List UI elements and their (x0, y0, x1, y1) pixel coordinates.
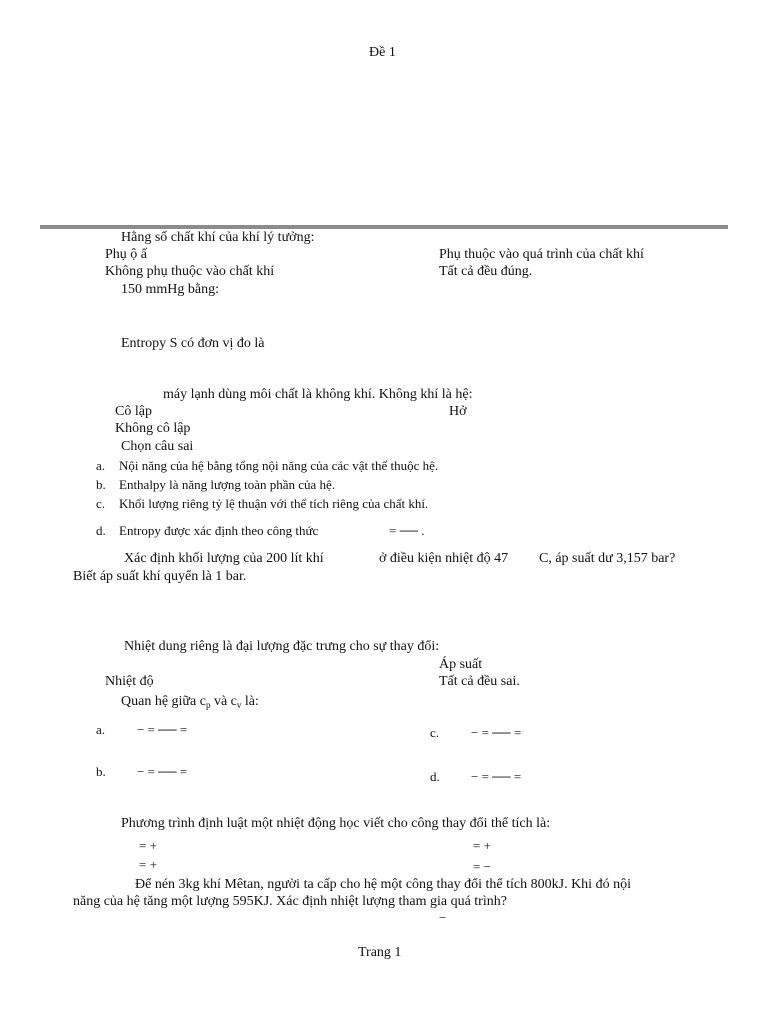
question-stem: Phương trình định luật một nhiệt động học viết cho công thay đổi thể tích là: (121, 816, 551, 831)
question-stem: máy lạnh dùng môi chất là không khí. Không khí là hệ: (163, 387, 473, 402)
option-c: Nhiệt độ (105, 674, 154, 689)
formula: − = ── = (471, 769, 522, 784)
option-marker: b. (96, 477, 106, 492)
formula: − = ── = (137, 722, 188, 737)
page-footer: Trang 1 (358, 945, 402, 960)
option-marker: b. (96, 764, 106, 779)
question-stem (121, 694, 259, 713)
option-c: Khối lượng riêng tỷ lệ thuận với thể tích riêng của chất khí. (119, 496, 429, 511)
option-a: Cô lập (115, 404, 152, 419)
stem-text: là: (241, 694, 259, 709)
stem-text: và c (210, 694, 237, 709)
question-stem: Để nén 3kg khí Mêtan, người ta cấp cho hệ một công thay đổi thể tích 800kJ. Khi đó nội (135, 877, 631, 892)
option-marker: a. (96, 458, 106, 473)
formula: = + (473, 838, 491, 853)
option-b: Phụ thuộc vào quá trình của chất khí (439, 247, 644, 262)
formula: = ── . (389, 523, 425, 538)
formula: − = ── = (471, 725, 522, 740)
question-stem-part: ở điều kiện nhiệt độ 47 (379, 551, 509, 566)
question-stem-part: Biết áp suất khí quyển là 1 bar. (73, 569, 247, 584)
question-stem: 150 mmHg bằng: (121, 282, 219, 297)
option-marker: c. (430, 725, 440, 740)
question-stem: Hằng số chất khí của khí lý tưởng: (121, 230, 315, 245)
stem-text: Quan hệ giữa c (121, 694, 206, 709)
option-marker: c. (96, 496, 106, 511)
option-b: Enthalpy là năng lượng toàn phần của hệ. (119, 477, 336, 492)
question-stem-part: năng của hệ tăng một lượng 595KJ. Xác định nhiệt lượng tham gia quá trình? (73, 894, 507, 909)
formula: − (439, 910, 447, 925)
option-b: Áp suất (439, 657, 483, 672)
option-c: Không phụ thuộc vào chất khí (105, 264, 275, 279)
option-marker: d. (96, 523, 106, 538)
option-marker: a. (96, 722, 106, 737)
option-c: Không cô lập (115, 421, 191, 436)
question-stem: Nhiệt dung riêng là đại lượng đặc trưng cho sự thay đổi: (124, 639, 440, 654)
option-a: Phụ ộ ấ (105, 247, 147, 262)
page-title: Đề 1 (369, 45, 396, 60)
subscript-v: v (236, 700, 242, 710)
option-a: Nội năng của hệ bằng tổng nội năng của các vật thể thuộc hệ. (119, 458, 439, 473)
question-stem-part: C, áp suất dư 3,157 bar? (539, 551, 676, 566)
formula: − = ── = (137, 764, 188, 779)
option-d: Tất cả đều đúng. (439, 264, 533, 279)
formula: = − (473, 859, 491, 874)
question-stem: Xác định khối lượng của 200 lít khí (124, 551, 324, 566)
option-d: Entropy được xác định theo công thức (119, 523, 319, 538)
horizontal-rule (40, 225, 728, 229)
option-d: Tất cả đều sai. (439, 674, 520, 689)
subscript-p: p (205, 700, 211, 710)
formula: = + (139, 838, 157, 853)
formula: = + (139, 857, 157, 872)
option-b: Hở (449, 404, 467, 419)
question-stem: Entropy S có đơn vị đo là (121, 336, 265, 351)
option-marker: d. (430, 769, 440, 784)
question-stem: Chọn câu sai (121, 439, 194, 454)
